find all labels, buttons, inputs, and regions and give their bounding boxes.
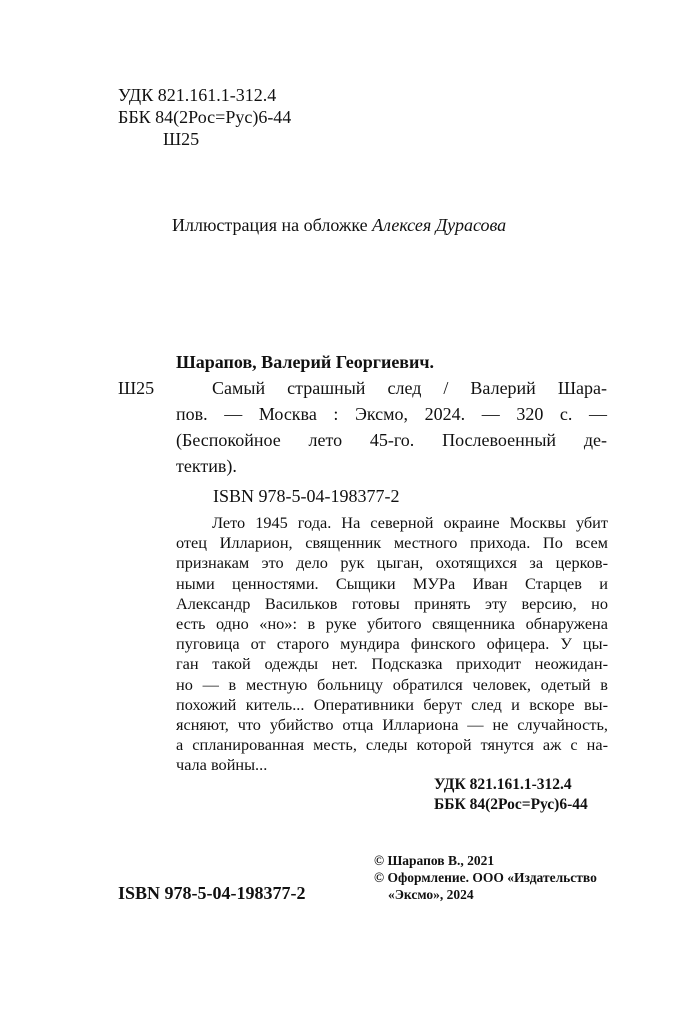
record-line-4: тектив). <box>176 456 237 476</box>
illustration-credit <box>172 214 506 236</box>
annotation-line-6: есть одно «но»: в руке убитого священника обнаружена <box>176 614 608 633</box>
annotation-line-10: похожий китель... Оперативники берут след и вскоре вы- <box>176 694 608 714</box>
annotation-line-2: отец Илларион, священник местного прихода. По всем <box>176 533 608 553</box>
isbn-bottom: ISBN 978-5-04-198377-2 <box>118 883 306 903</box>
copyright-author: © Шарапов В., 2021 <box>374 853 495 868</box>
illustration-prefix: Иллюстрация на обложке <box>172 215 373 235</box>
annotation-line-11: ясняют, что убийство отца Иллариона — не случайность, <box>176 715 608 734</box>
bbk-code-top: ББК 84(2Рос=Рус)6-44 <box>118 107 292 127</box>
bbk-code-bottom: ББК 84(2Рос=Рус)6-44 <box>434 796 588 813</box>
author-sign-top: Ш25 <box>163 129 200 149</box>
udk-code-top: УДК 821.161.1-312.4 <box>118 85 277 105</box>
illustration-artist: Алексея Дурасова <box>372 215 507 235</box>
annotation-line-8: ган такой одежды нет. Подсказка приходит неожидан- <box>176 654 608 674</box>
annotation-line-1: Лето 1945 года. На северной окраине Москвы убит <box>212 513 608 532</box>
record-author-heading: Шарапов, Валерий Георгиевич. <box>176 352 435 372</box>
annotation-line-12: а спланированная месть, следы которой тянутся аж с на- <box>176 735 608 755</box>
record-line-2: пов. — Москва : Эксмо, 2024. — 320 с. — <box>176 404 607 424</box>
record-line-1: Самый страшный след / Валерий Шара- <box>212 378 607 398</box>
copyright-publisher: «Эксмо», 2024 <box>388 887 474 902</box>
annotation-line-13: чала войны... <box>176 755 268 775</box>
record-line-3: (Беспокойное лето 45-го. Послевоенный де- <box>176 430 607 450</box>
annotation-line-5: Александр Васильков готовы принять эту версию, но <box>176 593 608 613</box>
annotation-line-4: ными ценностями. Сыщики МУРа Иван Старцев и <box>176 573 608 593</box>
annotation-line-3: признакам это дело рук цыган, охотящихся за церков- <box>176 553 608 573</box>
udk-code-bottom: УДК 821.161.1-312.4 <box>434 776 572 793</box>
annotation-line-7: пуговица от старого мундира финского офицера. У цы- <box>176 634 608 654</box>
record-isbn: ISBN 978-5-04-198377-2 <box>213 486 400 506</box>
annotation-line-9: но — в местную больницу обратился человек, одетый в <box>176 674 608 694</box>
record-author-sign: Ш25 <box>118 378 155 398</box>
copyright-design: © Оформление. ООО «Издательство <box>374 870 597 885</box>
